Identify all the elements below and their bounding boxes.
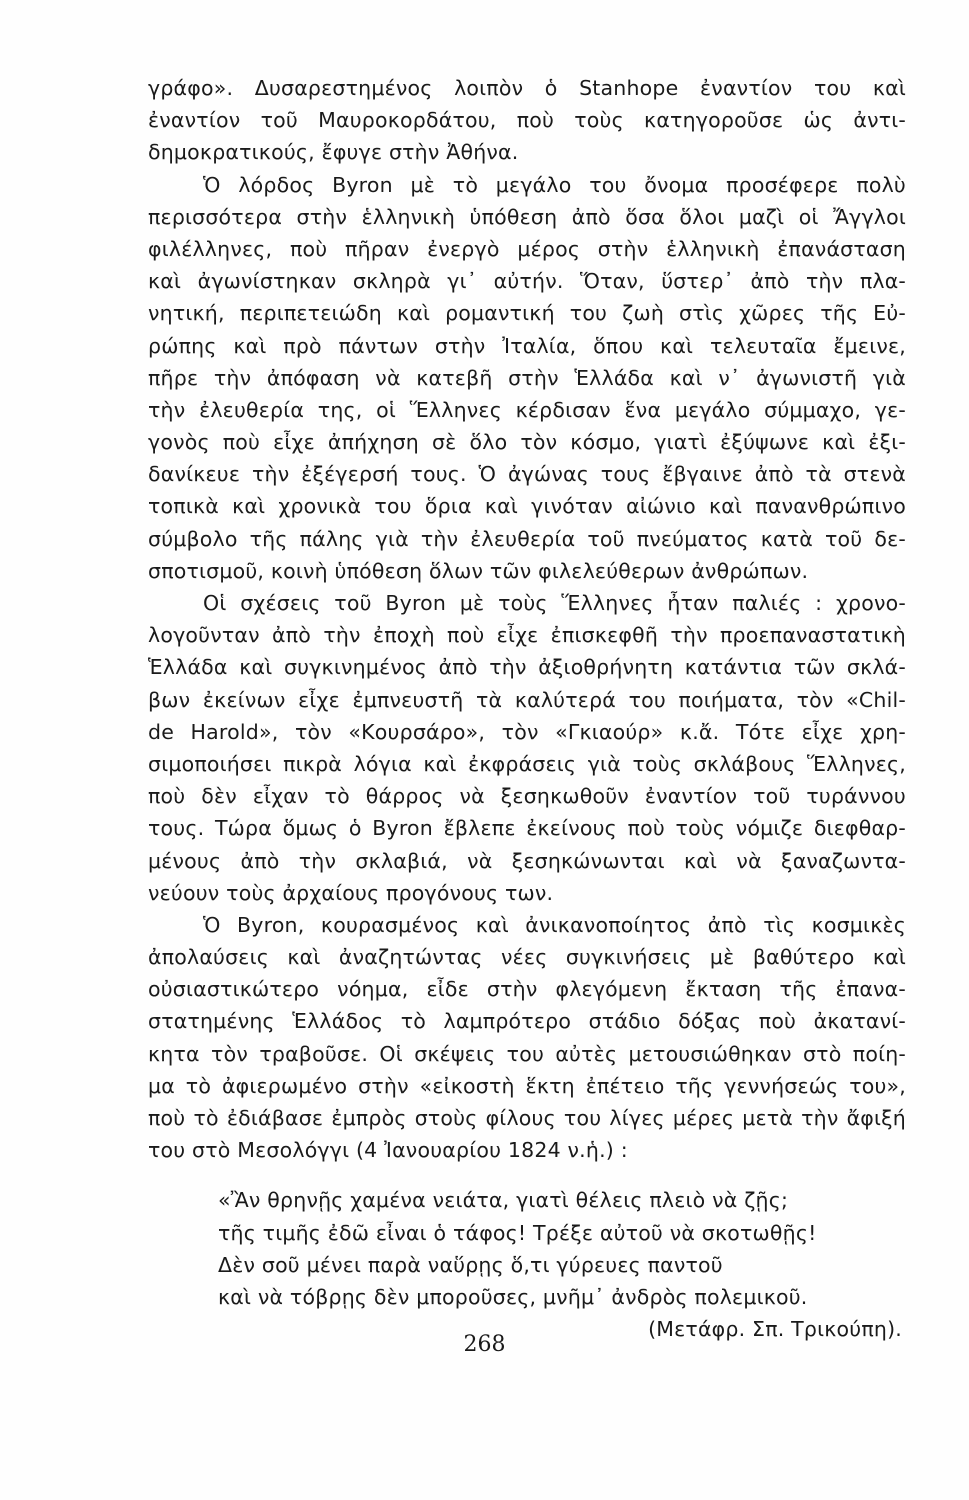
text-line: Ὁ λόρδος Byron μὲ τὸ μεγάλο του ὄνομα προσέφερε πολὺ <box>203 172 906 197</box>
text-line: οὐσιαστικώτερο νόημα, εἶδε στὴν φλεγόμενη ἔκταση τῆς ἐπανα- <box>148 977 906 1002</box>
spacer <box>148 1166 906 1184</box>
text-line: δημοκρατικούς, ἔφυγε στὴν Ἀθήνα. <box>148 140 519 165</box>
text-line: ποὺ δὲν εἶχαν τὸ θάρρος νὰ ξεσηκωθοῦν ἐναντίον τοῦ τυράννου <box>148 784 906 809</box>
page-number: 268 <box>463 1332 506 1357</box>
text-line: γονὸς ποὺ εἶχε ἀπήχηση σὲ ὅλο τὸν κόσμο, γιατὶ ἐξύψωνε καὶ ἐξι- <box>148 430 906 455</box>
text-line: φιλέλληνες, ποὺ πῆραν ἐνεργὸ μέρος στὴν ἑλληνικὴ ἐπανάσταση <box>148 236 906 261</box>
text-line: μα τὸ ἀφιερωμένο στὴν «εἰκοστὴ ἕκτη ἐπέτειο τῆς γεννήσεώς του», <box>148 1073 906 1098</box>
text-line: πῆρε τὴν ἀπόφαση νὰ κατεβῆ στὴν Ἑλλάδα καὶ ν᾽ ἀγωνιστῆ γιὰ <box>148 365 906 390</box>
text-line: σύμβολο τῆς πάλης γιὰ τὴν ἐλευθερία τοῦ πνεύματος κατὰ τοῦ δε- <box>148 526 906 551</box>
text-line: νεύουν τοὺς ἀρχαίους προγόνους των. <box>148 880 554 905</box>
poem-line: Δὲν σοῦ μένει παρὰ ναὕρῃς ὅ,τι γύρευες παντοῦ <box>218 1252 723 1277</box>
text-line: σποτισμοῦ, κοινὴ ὑπόθεση ὅλων τῶν φιλελεύθερων ἀνθρώπων. <box>148 558 809 583</box>
text-line: λογοῦνταν ἀπὸ τὴν ἐποχὴ ποὺ εἶχε ἐπισκεφθῆ τὴν προεπαναστατικὴ <box>148 623 906 648</box>
text-line: κητα τὸν τραβοῦσε. Οἱ σκέψεις του αὐτὲς μετουσιώθηκαν στὸ ποίη- <box>148 1041 906 1066</box>
text-line: τους. Τώρα ὅμως ὁ Byron ἔβλεπε ἐκείνους ποὺ τοὺς νόμιζε διεφθαρ- <box>148 816 906 841</box>
poem-line: «Ἂν θρηνῇς χαμένα νειάτα, γιατὶ θέλεις πλειὸ νὰ ζῇς; <box>218 1188 789 1213</box>
prose-block <box>148 72 906 1166</box>
text-line: γράφο». Δυσαρεστημένος λοιπὸν ὁ Stanhope ἐναντίον του καὶ <box>148 76 906 100</box>
text-line: τοπικὰ καὶ χρονικὰ του ὅρια καὶ γινόταν αἰώνιο καὶ πανανθρώπινο <box>148 494 906 519</box>
poem-block <box>148 1184 906 1345</box>
text-line: στατημένης Ἑλλάδος τὸ λαμπρότερο στάδιο δόξας ποὺ ἀκατανί- <box>148 1009 906 1034</box>
text-line: τὴν ἐλευθερία της, οἱ Ἕλληνες κέρδισαν ἕνα μεγάλο σύμμαχο, γε- <box>148 397 906 422</box>
poem-line: τῆς τιμῆς ἐδῶ εἶναι ὁ τάφος! Τρέξε αὐτοῦ νὰ σκοτωθῇς! <box>218 1220 817 1245</box>
text-line: του στὸ Μεσολόγγι (4 Ἰανουαρίου 1824 ν.ἡ.) : <box>148 1138 628 1163</box>
poem-line: καὶ νὰ τόβρῃς δὲν μποροῦσες, μνῆμ᾽ ἀνδρὸς πολεμικοῦ. <box>218 1284 808 1309</box>
text-line: ποὺ τὸ ἐδιάβασε ἐμπρὸς στοὺς φίλους του λίγες μέρες μετὰ τὴν ἄφιξή <box>148 1106 906 1130</box>
text-line: ρώπης καὶ πρὸ πάντων στὴν Ἰταλία, ὅπου καὶ τελευταῖα ἔμεινε, <box>148 333 906 358</box>
translation-credit: (Μετάφρ. Σπ. Τρικούπη). <box>648 1317 902 1342</box>
text-line: βων ἐκείνων εἶχε ἐμπνευστῆ τὰ καλύτερά του ποιήματα, τὸν «Chil- <box>148 687 906 712</box>
text-line: de Harold», τὸν «Κουρσάρο», τὸν «Γκιαούρ» κ.ἄ. Τότε εἶχε χρη- <box>148 719 906 744</box>
text-line: ἀπολαύσεις καὶ ἀναζητώντας νέες συγκινήσεις μὲ βαθύτερο καὶ <box>148 945 906 970</box>
text-line: νητική, περιπετειώδη καὶ ρομαντική του ζωὴ στὶς χῶρες τῆς Εὐ- <box>148 301 906 326</box>
text-line: Ἑλλάδα καὶ συγκινημένος ἀπὸ τὴν ἀξιοθρήνητη κατάντια τῶν σκλά- <box>148 655 906 680</box>
text-line: Ὁ Byron, κουρασμένος καὶ ἀνικανοποίητος ἀπὸ τὶς κοσμικὲς <box>203 912 906 937</box>
text-line: καὶ ἀγωνίστηκαν σκληρὰ γι᾽ αὐτήν. Ὅταν, ὕστερ᾽ ἀπὸ τὴν πλα- <box>148 269 906 294</box>
page-body <box>148 72 906 1345</box>
text-line: ἐναντίον τοῦ Μαυροκορδάτου, ποὺ τοὺς κατηγοροῦσε ὡς ἀντι- <box>148 108 906 133</box>
text-line: μένους ἀπὸ τὴν σκλαβιά, νὰ ξεσηκώνωνται καὶ νὰ ξαναζωντα- <box>148 848 906 873</box>
text-line: Οἱ σχέσεις τοῦ Byron μὲ τοὺς Ἕλληνες ἦταν παλιές : χρονο- <box>203 591 906 615</box>
text-line: περισσότερα στὴν ἑλληνικὴ ὑπόθεση ἀπὸ ὅσα ὅλοι μαζὶ οἱ Ἄγγλοι <box>148 204 906 229</box>
text-line: σιμοποιήσει πικρὰ λόγια καὶ ἐκφράσεις γιὰ τοὺς σκλάβους Ἕλληνες, <box>148 751 906 776</box>
text-line: δανίκευε τὴν ἐξέγερσή τους. Ὁ ἀγώνας τους ἔβγαινε ἀπὸ τὰ στενὰ <box>148 462 906 487</box>
